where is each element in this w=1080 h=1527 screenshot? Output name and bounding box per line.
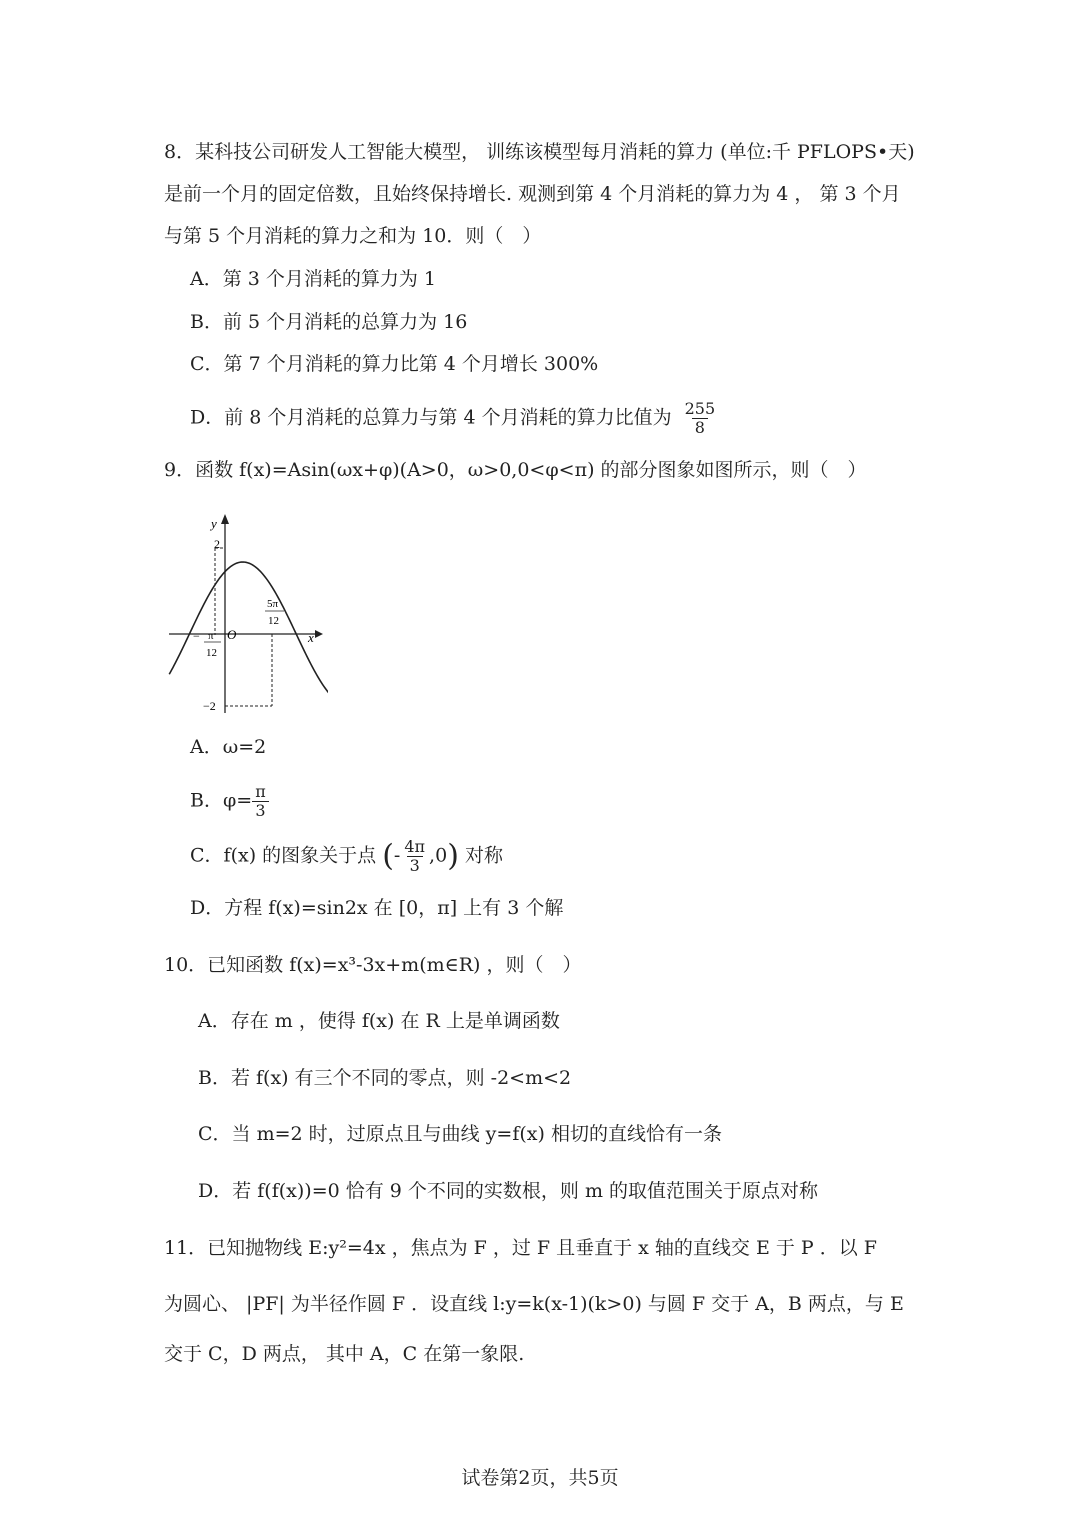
y-max-label: 2 (214, 537, 220, 551)
fraction-numerator: π (255, 782, 266, 801)
q8-option-d (190, 400, 722, 437)
q9-option-c-text: C．f(x) 的图象关于点 (190, 844, 377, 867)
q9-option-a: A．ω=2 (190, 736, 267, 758)
tick-left-numerator: π (208, 630, 214, 642)
q10-option-c: C．当 m=2 时，过原点且与曲线 y=f(x) 相切的直线恰有一条 (198, 1123, 722, 1145)
q9-option-d: D．方程 f(x)=sin2x 在 [0，π] 上有 3 个解 (190, 897, 564, 919)
q8-option-a: A．第 3 个月消耗的算力为 1 (190, 268, 437, 290)
x-axis-arrow-icon (315, 630, 323, 638)
origin-label: O (227, 627, 237, 642)
page-footer: 试卷第2页，共5页 (461, 1467, 619, 1489)
q10-option-d: D．若 f(f(x))=0 恰有 9 个不同的实数根，则 m 的取值范围关于原点对称 (198, 1180, 819, 1202)
q10-stem: 10．已知函数 f(x)=x³-3x+m(m∈R) ，则（ ） (164, 954, 582, 976)
fraction-denominator: 8 (692, 418, 708, 437)
y-axis-arrow-icon (221, 514, 229, 524)
q9-option-b-text: B．φ= (190, 789, 253, 812)
q9-option-b (190, 783, 273, 820)
q9-option-b-fraction (252, 783, 269, 820)
tick-left-denominator: 12 (206, 647, 217, 659)
q11-stem-line2: 为圆心、 |PF| 为半径作圆 F ．设直线 l:y=k(x-1)(k>0) 与圆 F 交于 A，B 两点，与 E (164, 1293, 904, 1315)
fraction-numerator: 4π (404, 837, 426, 856)
q9-point-sign: - (393, 844, 401, 867)
q9-point-tail: ,0 (429, 844, 448, 867)
q9-stem: 9．函数 f(x)=Asin(ωx+φ)(A>0，ω>0,0<φ<π) 的部分图象如图所示，则（ ） (164, 459, 867, 481)
q9-option-c-suffix: 对称 (464, 844, 503, 867)
fraction-denominator: 3 (252, 801, 268, 820)
fraction-numerator: 255 (684, 399, 716, 418)
q11-stem-line3: 交于 C，D 两点， 其中 A，C 在第一象限. (164, 1343, 525, 1365)
q8-option-d-fraction (682, 400, 719, 437)
q9-option-c-fraction (401, 838, 428, 875)
q8-option-b: B．前 5 个月消耗的总算力为 16 (190, 311, 468, 333)
x-axis-label: x (308, 630, 314, 645)
fraction-denominator: 3 (407, 856, 423, 875)
q8-option-d-text: D．前 8 个月消耗的总算力与第 4 个月消耗的算力比值为 (190, 406, 672, 429)
q9-sine-graph (163, 508, 328, 720)
q9-option-c (190, 838, 503, 875)
tick-left-sign: − (193, 629, 200, 643)
q8-option-c: C．第 7 个月消耗的算力比第 4 个月增长 300% (190, 353, 599, 375)
q10-option-b: B．若 f(x) 有三个不同的零点，则 -2<m<2 (198, 1067, 572, 1089)
q8-stem-line1: 8．某科技公司研发人工智能大模型， 训练该模型每月消耗的算力 (单位:千 PFLOPS•天) (164, 141, 915, 163)
q8-stem-line3: 与第 5 个月消耗的算力之和为 10．则（ ） (164, 225, 542, 247)
q11-stem-line1: 11．已知抛物线 E:y²=4x ，焦点为 F ，过 F 且垂直于 x 轴的直线交 E 于 P ．以 F (164, 1237, 877, 1259)
q10-option-a: A．存在 m ，使得 f(x) 在 R 上是单调函数 (198, 1010, 560, 1032)
q8-stem-line2: 是前一个月的固定倍数，且始终保持增长. 观测到第 4 个月消耗的算力为 4 ， 第 3 个月 (164, 183, 901, 205)
tick-right-numerator: 5π (267, 598, 279, 610)
paren-open: ( (382, 838, 394, 874)
y-min-label: −2 (203, 699, 216, 713)
y-axis-label: y (211, 516, 217, 531)
tick-right-denominator: 12 (268, 615, 279, 627)
paren-close: ) (447, 838, 459, 874)
